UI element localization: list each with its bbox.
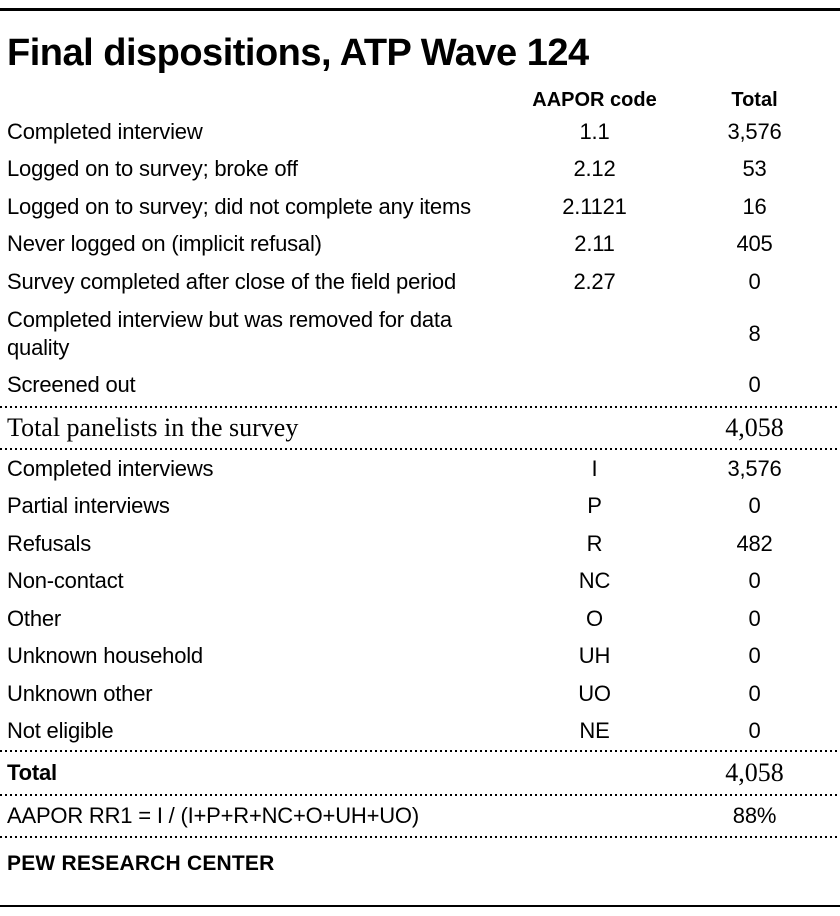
header-total: Total xyxy=(731,89,778,111)
row-label: AAPOR RR1 = I / (I+P+R+NC+O+UH+UO) xyxy=(7,803,419,828)
section-dispositions xyxy=(7,113,832,404)
row-total: 3,576 xyxy=(727,455,782,481)
top-rule xyxy=(0,8,840,11)
row-aapor-code: 2.11 xyxy=(574,231,615,257)
row-aapor-code: 1.1 xyxy=(579,118,610,144)
row-label: Completed interview but was removed for data quality xyxy=(7,306,452,360)
row-aapor-code: UO xyxy=(578,680,611,706)
row-total: 0 xyxy=(748,268,761,294)
row-label: Logged on to survey; did not complete any items xyxy=(7,193,471,219)
table-row xyxy=(7,638,832,676)
row-aapor-code: P xyxy=(587,493,602,519)
row-total: 3,576 xyxy=(727,118,782,144)
row-label: Non-contact xyxy=(7,568,124,594)
row-aapor-code: UH xyxy=(578,643,611,669)
row-total: 88% xyxy=(732,803,777,828)
row-total: 0 xyxy=(748,718,761,744)
row-label: Survey completed after close of the field period xyxy=(7,268,456,294)
row-label: Completed interview xyxy=(7,118,203,144)
row-aapor-code: 2.27 xyxy=(573,268,616,294)
table-row xyxy=(7,675,832,713)
row-label: Total xyxy=(7,760,57,785)
row-aapor-code: O xyxy=(586,605,603,631)
row-aapor-code: 2.1121 xyxy=(562,193,627,219)
table-row xyxy=(7,450,832,488)
section-aapor-categories xyxy=(7,450,832,750)
row-total: 405 xyxy=(736,231,773,257)
row-total: 482 xyxy=(736,530,773,556)
row-label: Screened out xyxy=(7,372,136,398)
header-aapor-code: AAPOR code xyxy=(532,89,657,111)
table-row xyxy=(7,713,832,751)
row-label: Logged on to survey; broke off xyxy=(7,156,298,182)
source-attribution: PEW RESEARCH CENTER xyxy=(7,852,275,875)
table-row xyxy=(7,188,832,226)
row-label: Never logged on (implicit refusal) xyxy=(7,231,322,257)
row-total: 0 xyxy=(748,493,761,519)
bottom-spacer xyxy=(7,876,832,905)
table-row xyxy=(7,525,832,563)
table-row xyxy=(7,367,832,405)
row-label: Not eligible xyxy=(7,718,114,744)
row-total: 4,058 xyxy=(725,758,784,787)
row-total: 0 xyxy=(748,568,761,594)
row-label: Refusals xyxy=(7,530,91,556)
row-total: 0 xyxy=(748,605,761,631)
row-total: 0 xyxy=(748,372,761,398)
table-row xyxy=(7,263,832,301)
row-label: Partial interviews xyxy=(7,493,170,519)
row-label: Completed interviews xyxy=(7,455,214,481)
row-total: 0 xyxy=(748,680,761,706)
row-label: Other xyxy=(7,605,62,631)
row-aapor-code: I xyxy=(591,455,598,481)
row-total: 53 xyxy=(742,156,767,182)
row-label: Total panelists in the survey xyxy=(7,413,299,442)
table-row xyxy=(7,113,832,151)
row-aapor-code: NC xyxy=(578,568,611,594)
table-row xyxy=(7,600,832,638)
page-title: Final dispositions, ATP Wave 124 xyxy=(7,32,589,74)
bottom-rule xyxy=(0,905,840,907)
response-rate-row xyxy=(7,796,832,836)
row-aapor-code: 2.12 xyxy=(573,156,616,182)
table-row xyxy=(7,226,832,264)
row-total: 16 xyxy=(742,193,767,219)
row-aapor-code: R xyxy=(586,530,603,556)
table-row xyxy=(7,301,832,367)
row-total: 0 xyxy=(748,643,761,669)
row-total: 4,058 xyxy=(725,413,784,442)
table-row xyxy=(7,151,832,189)
grand-total-row xyxy=(7,752,832,794)
dotted-divider xyxy=(0,836,840,838)
row-label: Unknown household xyxy=(7,643,203,669)
table-row xyxy=(7,563,832,601)
subtotal-row xyxy=(7,408,832,448)
row-aapor-code: NE xyxy=(579,718,610,744)
table-row xyxy=(7,488,832,526)
row-label: Unknown other xyxy=(7,680,153,706)
row-total: 8 xyxy=(748,320,761,346)
column-header-row xyxy=(7,87,832,113)
